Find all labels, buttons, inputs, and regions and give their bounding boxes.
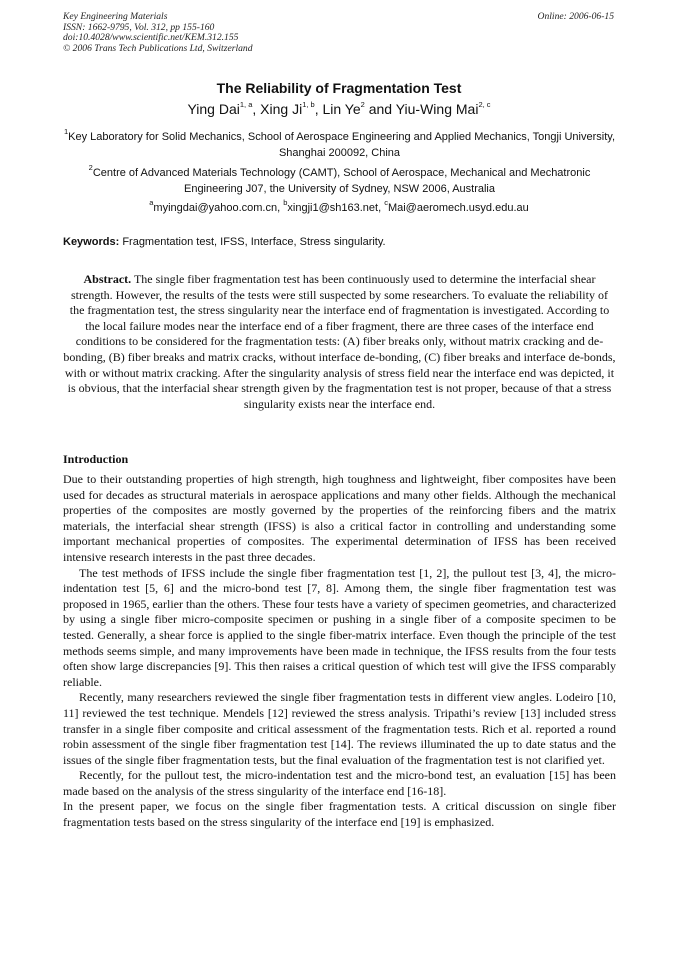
affiliation-2 (63, 163, 616, 197)
introduction-body (63, 472, 616, 831)
email-separator: , (277, 202, 284, 214)
doi-line[interactable]: doi:10.4028/www.scientific.net/KEM.312.155 (63, 32, 239, 44)
paragraph: In the present paper, we focus on the single fiber fragmentation tests. A critical discussion on single fiber fragmentation tests based on the stress singularity of the interface end [19] is emphasized. (63, 799, 616, 830)
author-separator: and (364, 101, 396, 117)
email-mark: b (283, 198, 288, 208)
section-heading-introduction: Introduction (63, 452, 129, 466)
affiliation-text: Centre of Advanced Materials Technology (CAMT), School of Aerospace, Mechanical and Mechatronic Engineering J07, the University of Sydney, NSW 2006, Australia (92, 167, 591, 195)
author-separator: , (252, 101, 261, 117)
affiliation-number: 2 (88, 163, 93, 173)
author-separator: , (314, 101, 323, 117)
author-name: Lin Ye (322, 101, 361, 117)
author-affiliation-mark: 1, b (302, 100, 315, 110)
author-affiliation-mark: 2, c (478, 100, 491, 110)
affiliation-text: Key Laboratory for Solid Mechanics, School of Aerospace Engineering and Applied Mechanics, Tongji University, Shanghai 200092, China (68, 131, 616, 159)
author-name: Yiu-Wing Mai (395, 101, 479, 117)
keywords-label: Keywords: (63, 236, 120, 248)
email-link[interactable]: xingji1@sh163.net (287, 202, 379, 214)
author-name: Ying Dai (187, 101, 240, 117)
email-link[interactable]: myingdai@yahoo.com.cn (153, 202, 278, 214)
author-name: Xing Ji (260, 101, 303, 117)
paragraph: The test methods of IFSS include the single fiber fragmentation test [1, 2], the pullout test [3, 4], the micro-indentation test [5, 6] and the micro-bond test [7, 8]. Among them, the single fiber fragmentation test was proposed in 1965, earlier than the others. These four tests have a variety of specimen geometries, and characterized by using a single fiber micro-composite specimen or pushing in a single fiber of a composite specimen to be tested. Generally, a shear force is applied to the single fiber-matrix interface. Even though the principle of the test methods seems simple, and many improvements have been made in technique, the IFSS results from the four tests often show large discrepancies [9]. This then raises a critical question of which test will give the IFSS comparably reliable. (63, 565, 616, 689)
abstract-text: The single fiber fragmentation test has been continuously used to determine the interfacial shear strength. However, the results of the tests were still suspected by some researchers. To evaluate the reliability of the fragmentation test, the stress singularity near the interface end of fragmentation is investigated. According to the local failure modes near the interface end of a fiber fragment, there are three cases of the interface end conditions to be considered for the fragmentation tests: (A) fiber breaks only, without matrix cracking and de-bonding, (B) fiber breaks and matrix cracks, without interface de-bonding, (C) fiber breaks and interface de-bonds, with or without matrix cracking. After the singularity analysis of stress field near the interface end was depicted, it is obvious, that the interfacial shear strength given by the fragmentation test is not proper, because of that a stress singularity exists near the interface end. (63, 272, 616, 411)
paragraph: Recently, many researchers reviewed the single fiber fragmentation tests in different view angles. Lodeiro [10, 11] reviewed the test technique. Mendels [12] reviewed the stress analysis. Tripathi’s review [13] included stress transfer in a single fiber composite and critical assessment of the fragmentation tests. Rich et al. reported a round robin assessment of the single fiber fragmentation test [14]. The reviews illuminated the up to date status and the issues of the single fiber fragmentation tests, but the final evaluation of the fragmentation test is not clarified yet. (63, 690, 616, 767)
copyright-line: © 2006 Trans Tech Publications Ltd, Switzerland (63, 42, 253, 54)
affiliation-number: 1 (63, 127, 69, 137)
email-separator: , (378, 202, 385, 214)
paragraph: Due to their outstanding properties of high strength, high toughness and lightweight, fiber composites have been used for decades as structural materials in aerospace applications and many other fields. Although the mechanical properties of the composites are mostly governed by the properties of the reinforcing fibers and the matrix materials, the interfacial shear strength (IFSS) is also a critical factor in controlling and understanding some important mechanical properties of composites. The experimental determination of IFSS has been received intensive research interests in the past three decades. (63, 472, 616, 564)
email-mark: a (149, 198, 154, 208)
author-affiliation-mark: 1, a (239, 100, 253, 110)
email-link[interactable]: Mai@aeromech.usyd.edu.au (387, 202, 529, 214)
abstract (63, 272, 616, 412)
journal-name: Key Engineering Materials (63, 11, 168, 22)
journal-header (63, 12, 253, 54)
author-list (0, 101, 678, 117)
keywords-text: Fragmentation test, IFSS, Interface, Stress singularity. (122, 236, 386, 248)
paper-title: The Reliability of Fragmentation Test (216, 80, 462, 96)
abstract-label: Abstract. (83, 272, 132, 286)
email-list (0, 198, 678, 214)
paragraph: Recently, for the pullout test, the micro-indentation test and the micro-bond test, an evaluation [15] has been made based on the analysis of the stress singularity of the interface end [16-18]. (63, 768, 616, 798)
affiliation-1 (63, 127, 616, 161)
online-date: Online: 2006-06-15 (537, 11, 614, 22)
author-affiliation-mark: 2 (360, 100, 365, 110)
keywords (63, 236, 386, 248)
email-mark: c (384, 198, 388, 208)
issn-line: ISSN: 1662-9795, Vol. 312, pp 155-160 (63, 21, 215, 33)
